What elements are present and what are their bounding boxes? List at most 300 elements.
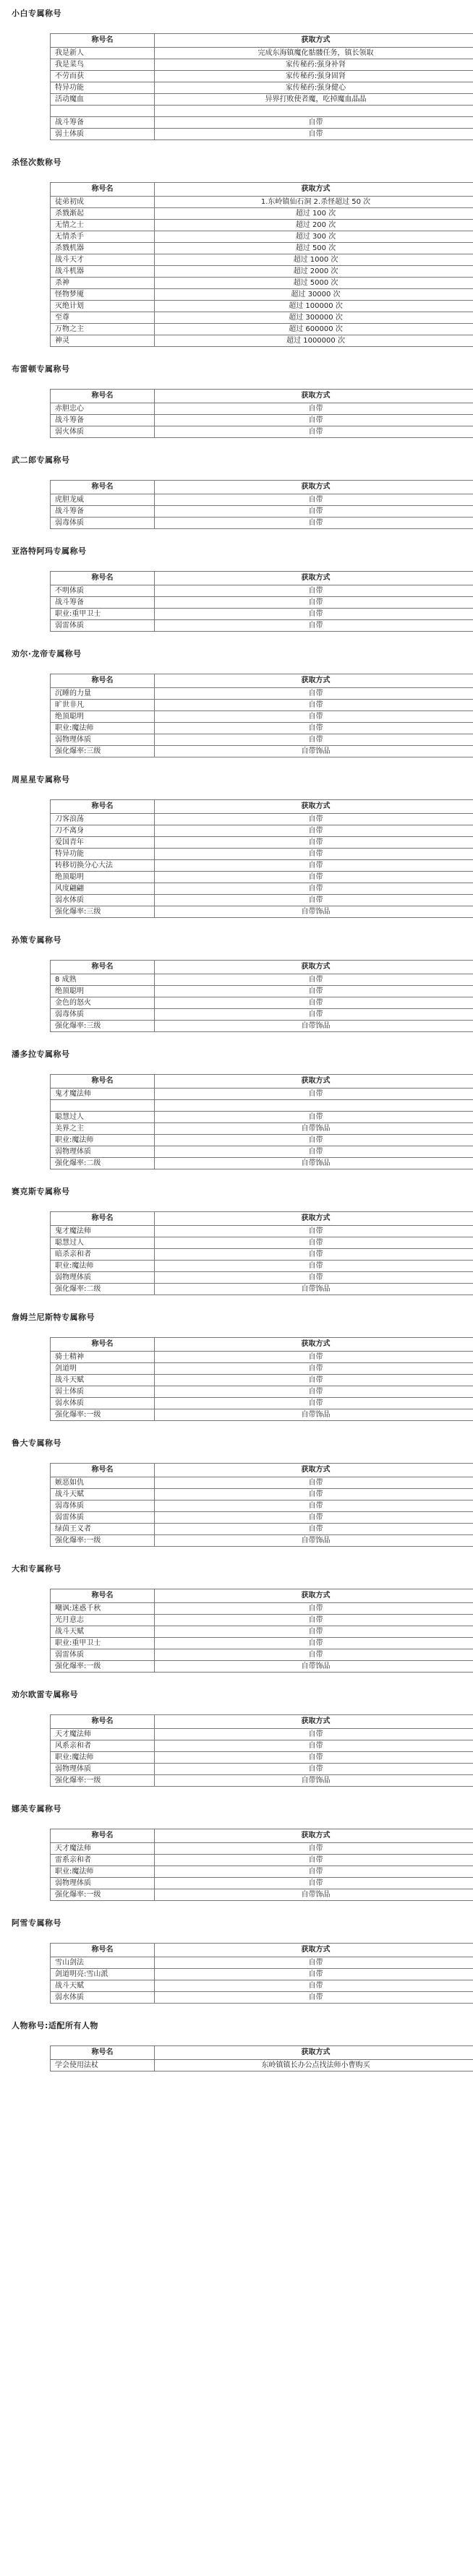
- table-row: [51, 1740, 473, 1752]
- acquire-method-cell: 自带: [155, 129, 473, 140]
- table-row: [51, 711, 473, 723]
- column-header-name: 称号名: [51, 481, 155, 494]
- title-name-cell: 强化爆率:一级: [51, 1661, 155, 1673]
- table-row: [51, 518, 473, 529]
- title-name-cell: 雷系亲和者: [51, 1855, 155, 1866]
- table-row: [51, 1500, 473, 1512]
- column-header-method: 获取方式: [155, 1715, 473, 1729]
- title-name-cell: 风度翩翩: [51, 883, 155, 895]
- title-name-cell: 强化爆率:二级: [51, 1284, 155, 1295]
- column-header-name: 称号名: [51, 390, 155, 403]
- title-name-cell: 虎胆龙威: [51, 494, 155, 506]
- table-header-row: [51, 2046, 473, 2060]
- table-row: [51, 1661, 473, 1673]
- title-table: [50, 960, 473, 1032]
- table-row: [51, 506, 473, 518]
- acquire-method-cell: 超过 100000 次: [155, 301, 473, 312]
- table-row: [51, 986, 473, 997]
- table-header-row: [51, 34, 473, 48]
- acquire-method-cell: 超过 30000 次: [155, 289, 473, 301]
- title-section: [10, 9, 463, 140]
- acquire-method-cell: 自带: [155, 837, 473, 849]
- table-row: [51, 1237, 473, 1249]
- title-name-cell: 弱水体质: [51, 895, 155, 906]
- title-name-cell: 职业:魔法师: [51, 723, 155, 734]
- acquire-method-cell: 自带: [155, 1843, 473, 1855]
- section-title: 阿雪专属称号: [12, 1918, 61, 1928]
- column-header-name: 称号名: [51, 1075, 155, 1089]
- table-row: [51, 2060, 473, 2071]
- table-row: [51, 723, 473, 734]
- table-row: [51, 220, 473, 231]
- title-name-cell: 嫉恶如仇: [51, 1477, 155, 1489]
- acquire-method-cell: 自带: [155, 1878, 473, 1889]
- acquire-method-cell: 自带: [155, 609, 473, 620]
- table-header-row: [51, 800, 473, 814]
- acquire-method-cell: 自带: [155, 1980, 473, 1992]
- title-name-cell: 鬼才魔法师: [51, 1089, 155, 1100]
- section-title: 周星星专属称号: [12, 775, 70, 784]
- column-header-method: 获取方式: [155, 481, 473, 494]
- title-name-cell: 特异功能: [51, 849, 155, 860]
- acquire-method-cell: 自带: [155, 1135, 473, 1146]
- column-header-name: 称号名: [51, 1212, 155, 1226]
- table-row: [51, 1889, 473, 1901]
- acquire-method-cell: 自带: [155, 1626, 473, 1638]
- section-title: 布雷顿专属称号: [12, 364, 70, 374]
- table-header-row: [51, 674, 473, 688]
- title-name-cell: 无情之士: [51, 220, 155, 231]
- acquire-method-cell: 1.东岭镇仙石洞 2.杀怪超过 50 次: [155, 197, 473, 208]
- table-row: [51, 1969, 473, 1980]
- table-row: [51, 1386, 473, 1398]
- title-section: [10, 1690, 463, 1787]
- table-row: [51, 129, 473, 140]
- acquire-method-cell: 自带: [155, 1477, 473, 1489]
- title-section: [10, 1564, 463, 1673]
- title-name-cell: 杀戮渐起: [51, 208, 155, 220]
- acquire-method-cell: 自带: [155, 597, 473, 609]
- title-name-cell: 灭绝计划: [51, 301, 155, 312]
- section-title: 潘多拉专属称号: [12, 1049, 70, 1059]
- column-header-name: 称号名: [51, 2046, 155, 2060]
- column-header-name: 称号名: [51, 572, 155, 585]
- acquire-method-cell: 自带: [155, 1352, 473, 1363]
- acquire-method-cell: 超过 500 次: [155, 243, 473, 254]
- acquire-method-cell: 东岭镇镇长办公点找法师小曹购买: [155, 2060, 473, 2071]
- section-title: 亚洛特阿玛专属称号: [12, 546, 87, 556]
- acquire-method-cell: 自带: [155, 1603, 473, 1615]
- table-row: [51, 609, 473, 620]
- title-name-cell: 绝顶聪明: [51, 711, 155, 723]
- title-name-cell: 强化爆率:二级: [51, 1158, 155, 1169]
- acquire-method-cell: 自带: [155, 585, 473, 597]
- acquire-method-cell: 自带: [155, 1957, 473, 1969]
- column-header-method: 获取方式: [155, 2046, 473, 2060]
- table-row: [51, 254, 473, 266]
- table-row: [51, 312, 473, 324]
- acquire-method-cell: 自带: [155, 415, 473, 426]
- title-name-cell: 强化爆率:三级: [51, 906, 155, 918]
- acquire-method-cell: 自带: [155, 1500, 473, 1512]
- acquire-method-cell: 自带饰品: [155, 906, 473, 918]
- title-name-cell: 聪慧过人: [51, 1237, 155, 1249]
- section-title: 大和专属称号: [12, 1564, 61, 1573]
- title-name-cell: 雪山剑法: [51, 1957, 155, 1969]
- title-section: [10, 1918, 463, 2004]
- acquire-method-cell: 自带: [155, 1226, 473, 1237]
- title-name-cell: 8 成熟: [51, 974, 155, 986]
- table-row: [51, 1878, 473, 1889]
- title-table: [50, 1463, 473, 1547]
- section-title: 娜美专属称号: [12, 1804, 61, 1813]
- column-header-name: 称号名: [51, 1944, 155, 1957]
- acquire-method-cell: 自带饰品: [155, 746, 473, 757]
- acquire-method-cell: 超过 100 次: [155, 208, 473, 220]
- table-row: [51, 1089, 473, 1100]
- title-table: [50, 33, 473, 140]
- table-row: [51, 734, 473, 746]
- column-header-method: 获取方式: [155, 1589, 473, 1603]
- title-name-cell: 强化爆率:三级: [51, 1021, 155, 1032]
- title-name-cell: 弱水体质: [51, 1398, 155, 1409]
- table-row: [51, 1489, 473, 1500]
- title-name-cell: 职业:魔法师: [51, 1261, 155, 1272]
- acquire-method-cell: 自带: [155, 1363, 473, 1375]
- acquire-method-cell: 家传秘药:强身补肾: [155, 59, 473, 71]
- acquire-method-cell: 超过 200 次: [155, 220, 473, 231]
- table-row: [51, 597, 473, 609]
- acquire-method-cell: 自带: [155, 620, 473, 632]
- section-title: 人物称号:适配所有人物: [12, 2021, 98, 2030]
- acquire-method-cell: 自带: [155, 814, 473, 825]
- acquire-method-cell: 自带: [155, 1237, 473, 1249]
- column-header-name: 称号名: [51, 674, 155, 688]
- title-section: [10, 364, 463, 438]
- table-row: [51, 278, 473, 289]
- title-name-cell: 刀客浪荡: [51, 814, 155, 825]
- title-name-cell: 战斗机器: [51, 266, 155, 278]
- title-name-cell: 绝顶聪明: [51, 986, 155, 997]
- column-header-name: 称号名: [51, 961, 155, 974]
- acquire-method-cell: 自带: [155, 734, 473, 746]
- title-name-cell: 弱毒体质: [51, 1009, 155, 1021]
- section-title: 詹姆兰尼斯特专属称号: [12, 1313, 95, 1322]
- table-row: [51, 1261, 473, 1272]
- column-header-method: 获取方式: [155, 1075, 473, 1089]
- column-header-method: 获取方式: [155, 183, 473, 197]
- title-name-cell: 特异功能: [51, 82, 155, 94]
- acquire-method-cell: 自带饰品: [155, 1889, 473, 1901]
- column-header-method: 获取方式: [155, 390, 473, 403]
- title-name-cell: 学会使用法杖: [51, 2060, 155, 2071]
- title-name-cell: 战斗天赋: [51, 1489, 155, 1500]
- title-table: [50, 1714, 473, 1787]
- title-table: [50, 1829, 473, 1901]
- title-name-cell: 天才魔法师: [51, 1729, 155, 1740]
- title-name-cell: 剑道明: [51, 1363, 155, 1375]
- table-header-row: [51, 572, 473, 585]
- title-section: [10, 546, 463, 632]
- acquire-method-cell: 自带: [155, 688, 473, 700]
- title-table: [50, 799, 473, 918]
- acquire-method-cell: 自带: [155, 1272, 473, 1284]
- acquire-method-cell: 超过 600000 次: [155, 324, 473, 335]
- column-header-method: 获取方式: [155, 1829, 473, 1843]
- column-header-method: 获取方式: [155, 1212, 473, 1226]
- title-section: [10, 2021, 463, 2071]
- title-name-cell: 剑道明亮:雪山派: [51, 1969, 155, 1980]
- acquire-method-cell: 自带: [155, 1866, 473, 1878]
- table-row: [51, 746, 473, 757]
- column-header-method: 获取方式: [155, 1944, 473, 1957]
- table-row: [51, 1284, 473, 1295]
- table-row: [51, 849, 473, 860]
- table-header-row: [51, 1075, 473, 1089]
- table-row: [51, 1866, 473, 1878]
- title-table: [50, 1589, 473, 1673]
- table-row: [51, 837, 473, 849]
- title-name-cell: 杀神: [51, 278, 155, 289]
- table-row: [51, 1524, 473, 1535]
- title-section: [10, 1804, 463, 1901]
- title-name-cell: 我是菜鸟: [51, 59, 155, 71]
- table-row: [51, 1009, 473, 1021]
- table-row: [51, 1649, 473, 1661]
- title-name-cell: 万物之主: [51, 324, 155, 335]
- title-name-cell: 绝顶聪明: [51, 872, 155, 883]
- title-name-cell: 强化爆率:一级: [51, 1409, 155, 1421]
- title-name-cell: 弱物理体质: [51, 1272, 155, 1284]
- title-name-cell: 战斗天赋: [51, 1980, 155, 1992]
- acquire-method-cell: 超过 300000 次: [155, 312, 473, 324]
- acquire-method-cell: 自带: [155, 1089, 473, 1100]
- title-name-cell: 金色的怒火: [51, 997, 155, 1009]
- title-name-cell: 活动魔血: [51, 94, 155, 106]
- table-row: [51, 860, 473, 872]
- acquire-method-cell: 自带: [155, 849, 473, 860]
- acquire-method-cell: [155, 106, 473, 117]
- column-header-name: 称号名: [51, 1829, 155, 1843]
- title-name-cell: 神灵: [51, 335, 155, 347]
- acquire-method-cell: 自带: [155, 1615, 473, 1626]
- title-section: [10, 1438, 463, 1547]
- title-table: [50, 1074, 473, 1169]
- table-row: [51, 1603, 473, 1615]
- column-header-method: 获取方式: [155, 800, 473, 814]
- table-row: [51, 688, 473, 700]
- column-header-name: 称号名: [51, 1464, 155, 1477]
- section-title: 武二郎专属称号: [12, 455, 70, 465]
- acquire-method-cell: 家传秘药:强身健心: [155, 82, 473, 94]
- title-name-cell: 赤胆忠心: [51, 403, 155, 415]
- table-row: [51, 1352, 473, 1363]
- table-row: [51, 1775, 473, 1787]
- table-row: [51, 620, 473, 632]
- acquire-method-cell: 自带: [155, 1398, 473, 1409]
- acquire-method-cell: 自带: [155, 1112, 473, 1123]
- table-row: [51, 1638, 473, 1649]
- title-name-cell: 弱物理体质: [51, 734, 155, 746]
- table-header-row: [51, 390, 473, 403]
- title-section: [10, 649, 463, 757]
- table-row: [51, 1957, 473, 1969]
- acquire-method-cell: 自带饰品: [155, 1284, 473, 1295]
- table-row: [51, 403, 473, 415]
- acquire-method-cell: 自带饰品: [155, 1158, 473, 1169]
- title-name-cell: 光月意志: [51, 1615, 155, 1626]
- table-header-row: [51, 1338, 473, 1352]
- acquire-method-cell: 自带: [155, 723, 473, 734]
- title-name-cell: 旷世非凡: [51, 700, 155, 711]
- acquire-method-cell: 自带: [155, 1524, 473, 1535]
- acquire-method-cell: 自带: [155, 872, 473, 883]
- section-title: 赛克斯专属称号: [12, 1187, 70, 1196]
- title-name-cell: [51, 106, 155, 117]
- title-name-cell: 鬼才魔法师: [51, 1226, 155, 1237]
- title-table: [50, 182, 473, 347]
- column-header-name: 称号名: [51, 800, 155, 814]
- column-header-name: 称号名: [51, 1589, 155, 1603]
- acquire-method-cell: 超过 300 次: [155, 231, 473, 243]
- acquire-method-cell: 自带: [155, 1375, 473, 1386]
- title-name-cell: 战斗筹备: [51, 506, 155, 518]
- acquire-method-cell: 自带: [155, 494, 473, 506]
- acquire-method-cell: 自带: [155, 974, 473, 986]
- acquire-method-cell: 自带: [155, 1009, 473, 1021]
- title-name-cell: 不劳而获: [51, 71, 155, 82]
- table-row: [51, 1409, 473, 1421]
- column-header-name: 称号名: [51, 1715, 155, 1729]
- title-name-cell: 无情杀手: [51, 231, 155, 243]
- acquire-method-cell: 自带: [155, 1855, 473, 1866]
- table-row: [51, 1123, 473, 1135]
- table-row: [51, 335, 473, 347]
- table-row: [51, 1226, 473, 1237]
- table-header-row: [51, 481, 473, 494]
- title-name-cell: 战斗天赋: [51, 1375, 155, 1386]
- title-name-cell: 强化爆率:一级: [51, 1889, 155, 1901]
- title-name-cell: 弱水体质: [51, 1992, 155, 2004]
- title-name-cell: 职业:魔法师: [51, 1866, 155, 1878]
- title-name-cell: 弱物理体质: [51, 1878, 155, 1889]
- acquire-method-cell: 自带: [155, 1764, 473, 1775]
- acquire-method-cell: 自带: [155, 1729, 473, 1740]
- table-row: [51, 1375, 473, 1386]
- table-row: [51, 106, 473, 117]
- section-title: 杀怪次数称号: [12, 158, 61, 167]
- title-name-cell: 强化爆率:一级: [51, 1535, 155, 1547]
- table-row: [51, 426, 473, 438]
- acquire-method-cell: 自带: [155, 403, 473, 415]
- table-row: [51, 906, 473, 918]
- title-table: [50, 389, 473, 438]
- title-name-cell: 美界之主: [51, 1123, 155, 1135]
- column-header-method: 获取方式: [155, 1338, 473, 1352]
- title-name-cell: 我是新人: [51, 48, 155, 59]
- title-name-cell: 风系亲和者: [51, 1740, 155, 1752]
- acquire-method-cell: 超过 5000 次: [155, 278, 473, 289]
- table-header-row: [51, 1212, 473, 1226]
- table-row: [51, 1729, 473, 1740]
- section-title: 小白专属称号: [12, 9, 61, 18]
- title-name-cell: 战斗筹备: [51, 117, 155, 129]
- table-row: [51, 1100, 473, 1112]
- table-row: [51, 494, 473, 506]
- acquire-method-cell: 自带饰品: [155, 1123, 473, 1135]
- table-row: [51, 117, 473, 129]
- acquire-method-cell: [155, 1100, 473, 1112]
- title-name-cell: 聪慧过人: [51, 1112, 155, 1123]
- acquire-method-cell: 自带: [155, 997, 473, 1009]
- acquire-method-cell: 自带: [155, 825, 473, 837]
- table-row: [51, 82, 473, 94]
- acquire-method-cell: 自带: [155, 518, 473, 529]
- acquire-method-cell: 超过 2000 次: [155, 266, 473, 278]
- title-name-cell: 职业:重甲卫士: [51, 609, 155, 620]
- table-row: [51, 48, 473, 59]
- title-table: [50, 1211, 473, 1295]
- table-row: [51, 1021, 473, 1032]
- table-row: [51, 71, 473, 82]
- table-header-row: [51, 961, 473, 974]
- acquire-method-cell: 自带饰品: [155, 1661, 473, 1673]
- title-table: [50, 1337, 473, 1421]
- table-header-row: [51, 1715, 473, 1729]
- column-header-name: 称号名: [51, 183, 155, 197]
- acquire-method-cell: 自带: [155, 700, 473, 711]
- table-row: [51, 1752, 473, 1764]
- table-row: [51, 59, 473, 71]
- title-name-cell: 强化爆率:一级: [51, 1775, 155, 1787]
- acquire-method-cell: 自带: [155, 986, 473, 997]
- acquire-method-cell: 自带: [155, 1752, 473, 1764]
- section-title: 孙策专属称号: [12, 935, 61, 945]
- table-row: [51, 1363, 473, 1375]
- title-name-cell: 战斗筹备: [51, 597, 155, 609]
- table-row: [51, 1764, 473, 1775]
- table-row: [51, 1615, 473, 1626]
- table-row: [51, 1855, 473, 1866]
- table-row: [51, 94, 473, 106]
- title-table: [50, 2045, 473, 2071]
- table-row: [51, 974, 473, 986]
- acquire-method-cell: 自带: [155, 1386, 473, 1398]
- title-name-cell: 杀戮机器: [51, 243, 155, 254]
- table-row: [51, 197, 473, 208]
- title-name-cell: 弱毒体质: [51, 1500, 155, 1512]
- title-name-cell: 弱雷体质: [51, 620, 155, 632]
- title-section: [10, 1313, 463, 1421]
- acquire-method-cell: 自带: [155, 1249, 473, 1261]
- acquire-method-cell: 自带: [155, 1969, 473, 1980]
- acquire-method-cell: 完成东海镇魔化骷髅任务，镇长领取: [155, 48, 473, 59]
- table-row: [51, 1535, 473, 1547]
- acquire-method-cell: 自带: [155, 1740, 473, 1752]
- table-row: [51, 1512, 473, 1524]
- acquire-method-cell: 自带: [155, 883, 473, 895]
- table-row: [51, 266, 473, 278]
- table-row: [51, 1158, 473, 1169]
- title-section: [10, 935, 463, 1032]
- acquire-method-cell: 自带: [155, 1649, 473, 1661]
- title-table: [50, 480, 473, 529]
- title-name-cell: 弱物理体质: [51, 1146, 155, 1158]
- table-row: [51, 1992, 473, 2004]
- table-row: [51, 1112, 473, 1123]
- table-row: [51, 208, 473, 220]
- title-name-cell: 弱毒体质: [51, 518, 155, 529]
